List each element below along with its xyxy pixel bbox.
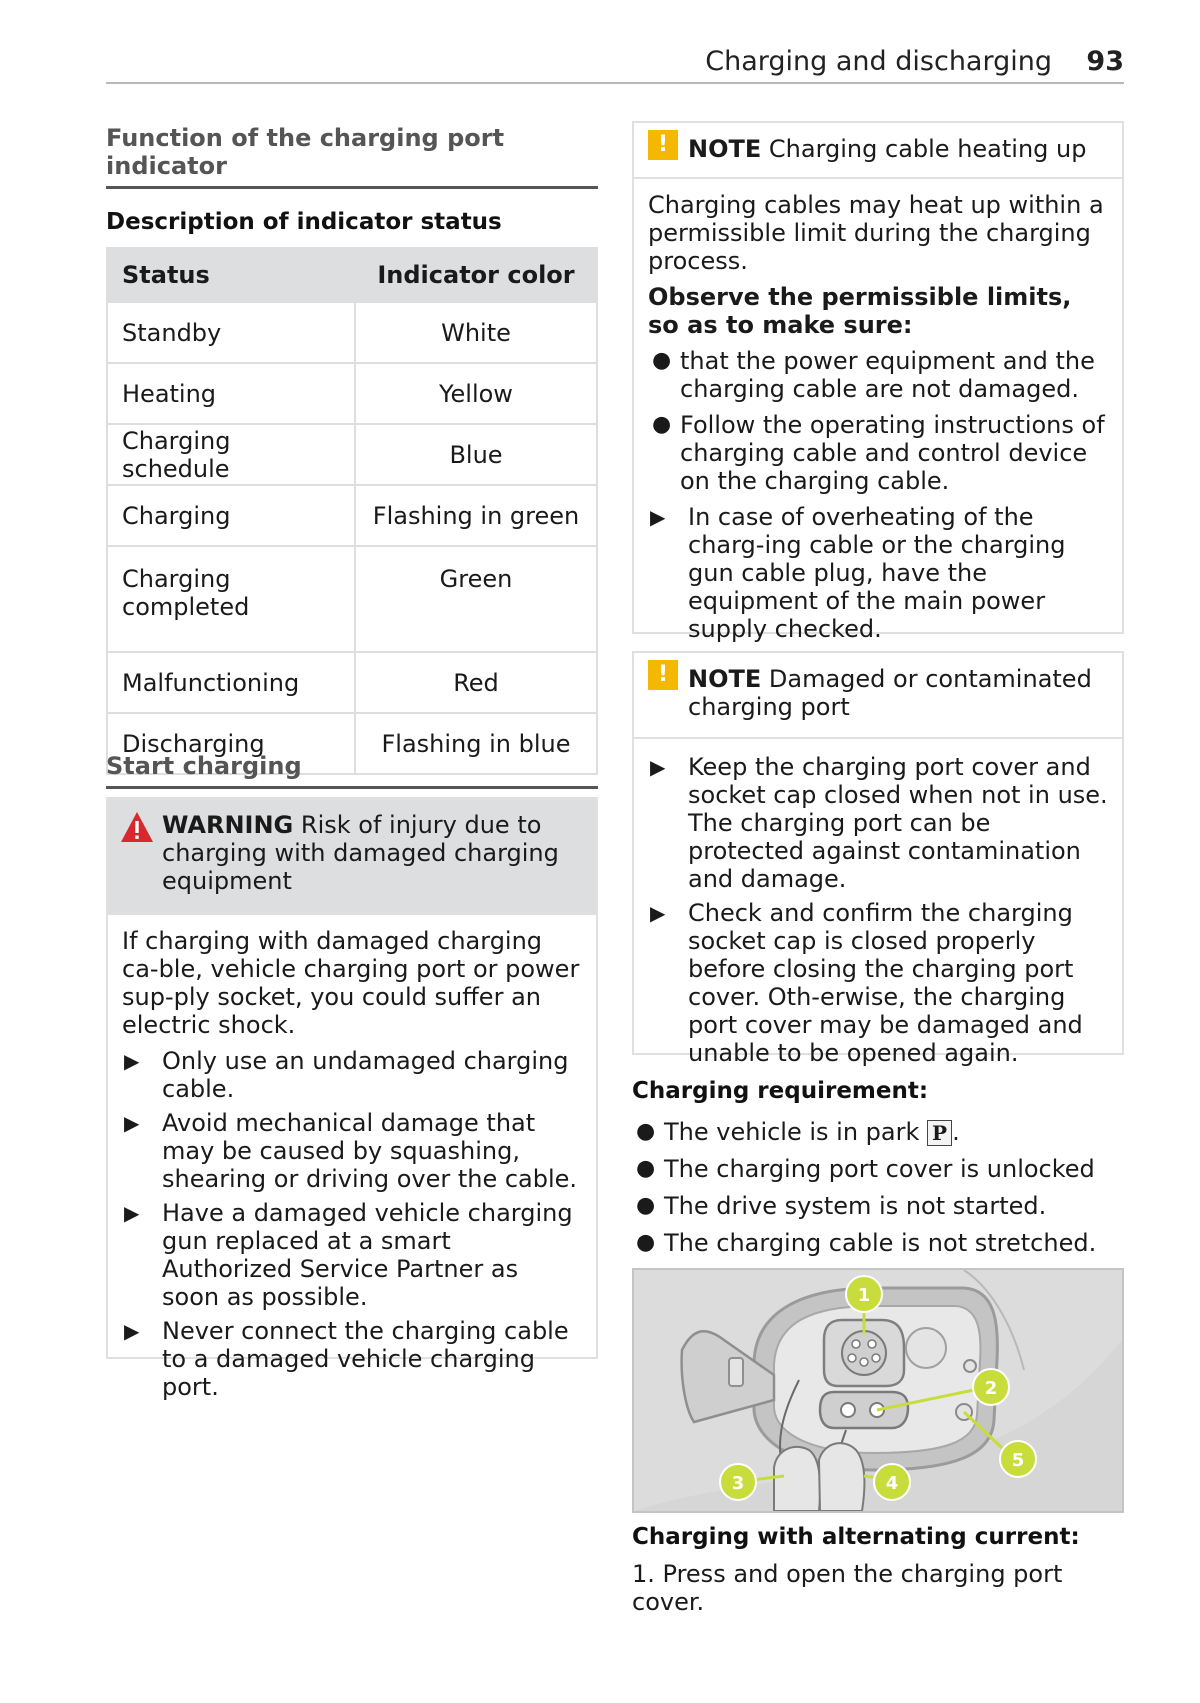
svg-text:1: 1 [857, 1285, 871, 1306]
triangle-bullet-icon: ▶ [650, 755, 666, 779]
note-heating-box [632, 121, 1124, 643]
indicator-subtitle: Description of indicator status [106, 209, 502, 235]
triangle-bullet-icon: ▶ [124, 1111, 140, 1135]
start-charging-title: Start charging [106, 752, 598, 789]
warning-header [108, 799, 596, 915]
table-row [107, 424, 597, 485]
indicator-table [106, 247, 598, 775]
callout-1 [846, 1276, 882, 1312]
bullet-dot-icon: ● [636, 1156, 656, 1181]
svg-text:2: 2 [984, 1378, 998, 1399]
list-item: ▶ Avoid mechanical damage that may be caused by squashing, shearing or driving over the cable. [124, 1109, 578, 1193]
bullet-dot-icon: ● [636, 1193, 656, 1218]
list-item: ▶ In case of overheating of the charg-ing cable or the charging gun cable plug, have the equipment of the main power supply checked. [650, 503, 1066, 643]
list-item: ▶ Keep the charging port cover and socket cap closed when not in use. The charging port can be protected against contamination and damage. [650, 753, 1108, 893]
requirements-title: Charging requirement: [632, 1078, 929, 1104]
ac-charging-section [632, 1524, 1124, 1616]
svg-text:4: 4 [885, 1473, 899, 1494]
note-port-body [634, 739, 1122, 1067]
park-p-icon: P [927, 1120, 952, 1146]
list-item: ● The charging cable is not stretched. [636, 1229, 1097, 1257]
column-header-color: Indicator color [355, 248, 597, 302]
indicator-section-title: Function of the charging port indicator [106, 124, 598, 189]
table-row [107, 302, 597, 363]
warning-triangle-icon [120, 811, 154, 843]
note-port-title: NOTE Damaged or contaminated charging port [688, 665, 1092, 721]
list-item: ▶ Check and confirm the charging socket cap is closed properly before closing the charging port cover. Oth-erwise, the charging port cover may be damaged and unable to be opened again. [650, 899, 1083, 1067]
triangle-bullet-icon: ▶ [124, 1201, 140, 1225]
table-header-row [107, 248, 597, 302]
list-item: ▶ Have a damaged vehicle charging gun replaced at a smart Authorized Service Partner as soon as possible. [124, 1199, 573, 1311]
warning-title [162, 811, 582, 895]
note-port-box [632, 651, 1124, 1067]
svg-text:3: 3 [731, 1473, 745, 1494]
column-header-status: Status [107, 248, 355, 302]
color-cell: Red [355, 652, 597, 713]
status-cell: Charging completed [107, 546, 355, 652]
color-cell: Yellow [355, 363, 597, 424]
requirements-section [632, 1078, 1124, 1257]
table-row [107, 546, 597, 652]
warning-body [108, 915, 596, 1401]
callout-5 [1000, 1441, 1036, 1477]
note-port-header [634, 653, 1122, 739]
svg-text:5: 5 [1011, 1450, 1025, 1471]
status-cell: Standby [107, 302, 355, 363]
color-cell: Blue [355, 424, 597, 485]
list-item: ▶ Only use an undamaged charging cable. [124, 1047, 569, 1103]
triangle-bullet-icon: ▶ [124, 1049, 140, 1073]
table-row [107, 652, 597, 713]
ac-charging-title: Charging with alternating current: [632, 1524, 1080, 1550]
page-header [106, 36, 1124, 84]
status-cell: Charging [107, 485, 355, 546]
note-exclamation-icon: ! [648, 660, 678, 690]
status-cell: Malfunctioning [107, 652, 355, 713]
status-cell: Heating [107, 363, 355, 424]
table-row [107, 485, 597, 546]
note-heating-title: NOTE Charging cable heating up [688, 135, 1087, 163]
triangle-bullet-icon: ▶ [650, 901, 666, 925]
triangle-bullet-icon: ▶ [650, 505, 666, 529]
triangle-bullet-icon: ▶ [124, 1319, 140, 1343]
note-heating-header [634, 123, 1122, 179]
warning-intro: If charging with damaged charging ca-ble, vehicle charging port or power sup-ply socket, you could suffer an electric shock. [122, 927, 580, 1039]
list-item: ▶ Never connect the charging cable to a damaged vehicle charging port. [124, 1317, 569, 1401]
bullet-dot-icon: ● [652, 348, 672, 373]
color-cell: Flashing in blue [355, 713, 597, 774]
note-exclamation-icon: ! [648, 130, 678, 160]
color-cell: Flashing in green [355, 485, 597, 546]
color-cell: Green [355, 546, 597, 652]
page-number: 93 [1086, 46, 1124, 77]
list-item: ● Follow the operating instructions of charging cable and control device on the charging cable. [652, 411, 1105, 495]
list-item: ● The drive system is not started. [636, 1192, 1047, 1220]
status-cell: Discharging [107, 713, 355, 774]
callout-2 [973, 1369, 1009, 1405]
list-item: ● The vehicle is in park P . [636, 1118, 960, 1146]
callout-4 [874, 1464, 910, 1500]
table-row [107, 363, 597, 424]
list-item: ● that the power equipment and the charging cable are not damaged. [652, 347, 1095, 403]
charging-port-illustration [632, 1268, 1124, 1513]
note-heating-body [634, 179, 1122, 643]
bullet-dot-icon: ● [652, 412, 672, 437]
note-heating-intro: Charging cables may heat up within a permissible limit during the charging process. [648, 191, 1104, 275]
callout-3 [720, 1464, 756, 1500]
warning-box [106, 797, 598, 1401]
color-cell: White [355, 302, 597, 363]
warning-keyword: WARNING [162, 811, 294, 839]
indicator-section [106, 124, 598, 775]
note-heating-bold-line: Observe the permissible limits, so as to make sure: [648, 283, 1072, 339]
bullet-dot-icon: ● [636, 1230, 656, 1255]
status-cell: Charging schedule [107, 424, 355, 485]
start-charging-section [106, 752, 598, 789]
list-item: ● The charging port cover is unlocked [636, 1155, 1095, 1183]
charging-port-drawing [634, 1270, 1122, 1511]
ac-charging-step-1: 1. Press and open the charging port cover. [632, 1560, 1063, 1616]
bullet-dot-icon: ● [636, 1119, 656, 1144]
header-title: Charging and discharging [705, 46, 1052, 77]
warning-title-text: Risk of injury due to charging with damaged charging equipment [162, 811, 559, 895]
